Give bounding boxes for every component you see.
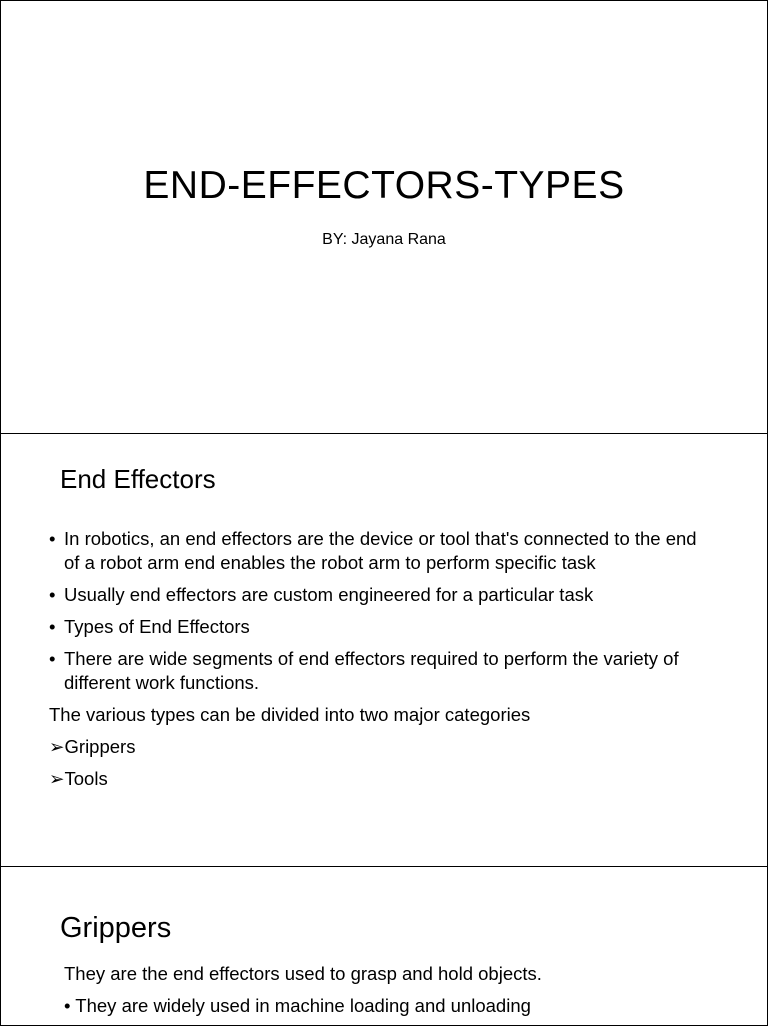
bullet-text: Types of End Effectors [64, 616, 250, 637]
bullet-icon: • [49, 616, 56, 637]
bullet-item [49, 583, 717, 607]
slide-title [0, 0, 768, 434]
slide-body [49, 527, 717, 799]
bullet-item [64, 994, 717, 1018]
category-item [49, 735, 717, 759]
bullet-item [49, 615, 717, 639]
bullet-text: Usually end effectors are custom engineered for a particular task [64, 584, 594, 605]
slide-body [64, 962, 717, 1026]
bullet-icon: • [49, 528, 56, 549]
arrow-icon: ➢ [49, 768, 65, 789]
category-label: Grippers [64, 736, 136, 757]
presentation-title: END-EFFECTORS-TYPES [143, 164, 625, 207]
arrow-icon: ➢ [49, 736, 65, 757]
category-item [49, 767, 717, 791]
bullet-icon: • [64, 995, 71, 1016]
author-line: BY: Jayana Rana [322, 231, 446, 248]
category-label: Tools [64, 768, 108, 789]
intro-text: The various types can be divided into two major categories [49, 704, 531, 725]
bullet-text: In robotics, an end effectors are the device or tool that's connected to the end of a robot arm end enables the robot arm to perform specific task [64, 528, 697, 573]
slide-heading: End Effectors [60, 464, 216, 494]
bullet-icon: • [49, 584, 56, 605]
bullet-text: They are widely used in machine loading and unloading [75, 995, 531, 1016]
slide-heading: Grippers [60, 912, 172, 944]
slide-end-effectors [0, 433, 768, 867]
bullet-item [49, 647, 717, 695]
slide-grippers [0, 866, 768, 1026]
body-text: They are the end effectors used to grasp and hold objects. [64, 963, 542, 984]
bullet-item [49, 527, 717, 575]
bullet-icon: • [49, 648, 56, 669]
bullet-text: There are wide segments of end effectors required to perform the variety of different work functions. [64, 648, 679, 693]
